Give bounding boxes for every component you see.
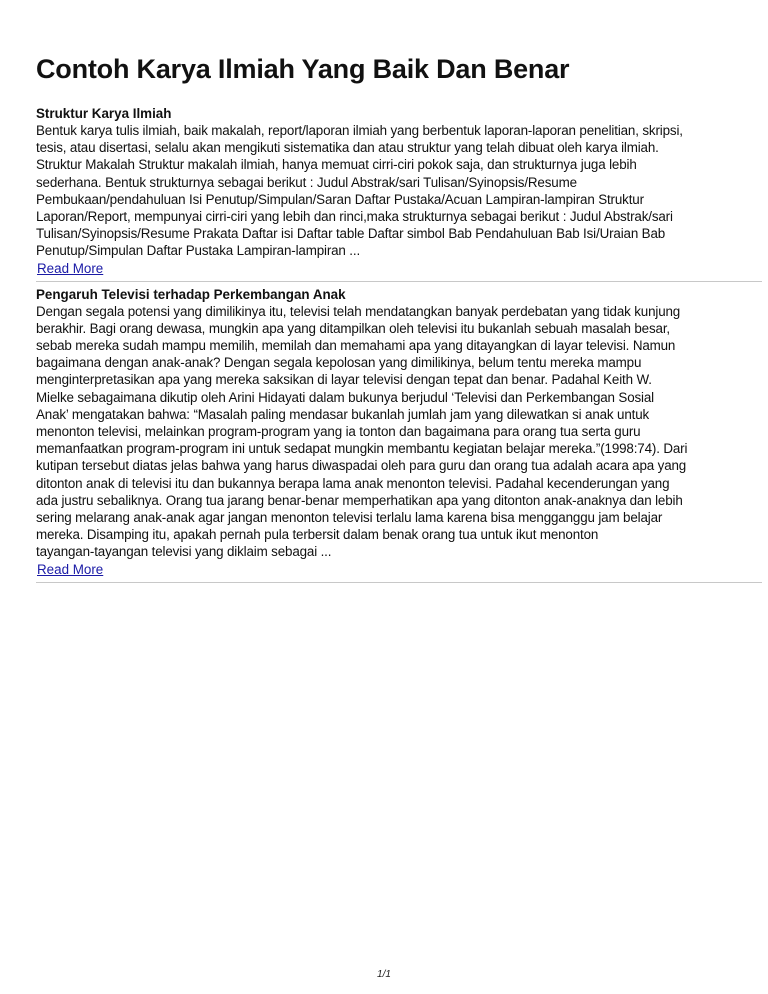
article-body-line: Penutup/Simpulan Daftar Pustaka Lampiran-lampiran ...: [36, 243, 361, 259]
read-more-link[interactable]: Read More: [37, 561, 104, 577]
document-page: [36, 52, 762, 583]
page-number: 1/1: [377, 969, 391, 980]
article-body-line: kutipan tersebut diatas jelas bahwa yang harus diwaspadai oleh para guru dan orang tua adalah acara apa yang: [36, 458, 687, 474]
article-body-line: Bentuk karya tulis ilmiah, baik makalah, report/laporan ilmiah yang berbentuk laporan-laporan penelitian, skripsi,: [36, 123, 683, 138]
article-body-line: memanfaatkan program-program ini untuk sedapat mungkin membantu kegiatan belajar mereka.”(1998:74). Dari: [36, 441, 688, 457]
article-body: [36, 303, 762, 561]
read-more-link[interactable]: Read More: [37, 260, 104, 276]
article-body-line: Struktur Makalah Struktur makalah ilmiah, hanya memuat cirri-ciri pokok saja, dan strukturnya juga lebih: [36, 157, 637, 173]
article-body-line: Mielke sebagaimana dikutip oleh Arini Hidayati dalam bukunya berjudul ‘Televisi dan Perkembangan Sosial: [36, 389, 654, 405]
article-body-line: sering melarang anak-anak agar jangan menonton televisi terlalu lama karena bisa mengganggu jam belajar: [36, 510, 663, 526]
article-body-line: Laporan/Report, mempunyai cirri-ciri yang lebih dan rinci,maka strukturnya sebagai berikut : Judul Abstrak/sari: [36, 209, 673, 225]
article-body: [36, 122, 762, 260]
article-struktur-karya-ilmiah: [36, 105, 762, 282]
article-body-line: menonton televisi, melainkan program-program yang ia tonton dan bagaimana para orang tua serta guru: [36, 424, 641, 440]
article-body-line: Dengan segala potensi yang dimilikinya itu, televisi telah mendatangkan banyak perdebatan yang tidak kunjung: [36, 303, 681, 319]
article-body-line: Pembukaan/pendahuluan Isi Penutup/Simpulan/Saran Daftar Pustaka/Acuan Lampiran-lampiran Struktur: [36, 191, 644, 207]
article-body-line: tayangan-tayangan televisi yang diklaim sebagai ...: [36, 544, 332, 560]
article-body-line: bagaimana dengan anak-anak? Dengan segala kepolosan yang dimilikinya, belum tentu mereka mampu: [36, 355, 642, 371]
article-body-line: mereka. Disamping itu, apakah pernah pula terbersit dalam benak orang tua untuk ikut menonton: [36, 527, 599, 543]
article-pengaruh-televisi: [36, 286, 762, 583]
article-title: Struktur Karya Ilmiah: [36, 106, 172, 121]
article-body-line: Anak’ mengatakan bahwa: “Masalah paling mendasar bukanlah jumlah jam yang dilewatkan si anak untuk: [36, 406, 650, 422]
article-body-line: Tulisan/Syinopsis/Resume Prakata Daftar isi Daftar table Daftar simbol Bab Pendahuluan Bab Isi/Uraian Bab: [36, 226, 666, 242]
page-title: Contoh Karya Ilmiah Yang Baik Dan Benar: [36, 54, 570, 84]
article-body-line: tesis, atau disertasi, selalu akan mengikuti sistematika dan atau struktur yang telah dibuat oleh karya ilmiah.: [36, 140, 659, 156]
article-body-line: sederhana. Bentuk strukturnya sebagai berikut : Judul Abstrak/sari Tulisan/Syinopsis/Resume: [36, 174, 577, 190]
article-body-line: menginterpretasikan apa yang mereka saksikan di layar televisi dengan tepat dan benar. Padahal Keith W.: [36, 372, 652, 388]
article-body-line: berakhir. Bagi orang dewasa, mungkin apa yang ditampilkan oleh televisi itu bukanlah sebuah masalah besar,: [36, 320, 670, 336]
article-body-line: ditonton anak di televisi itu dan bukannya berapa lama anak menonton televisi. Padahal kecenderungan yang: [36, 475, 670, 491]
article-body-line: sebab mereka sudah mampu memilih, memilah dan memahami apa yang ditayangkan di layar televisi. Namun: [36, 338, 676, 354]
article-title: Pengaruh Televisi terhadap Perkembangan Anak: [36, 286, 346, 302]
article-body-line: ada justru sebaliknya. Orang tua jarang benar-benar memperhatikan apa yang ditonton anak-anaknya dan lebih: [36, 492, 683, 508]
